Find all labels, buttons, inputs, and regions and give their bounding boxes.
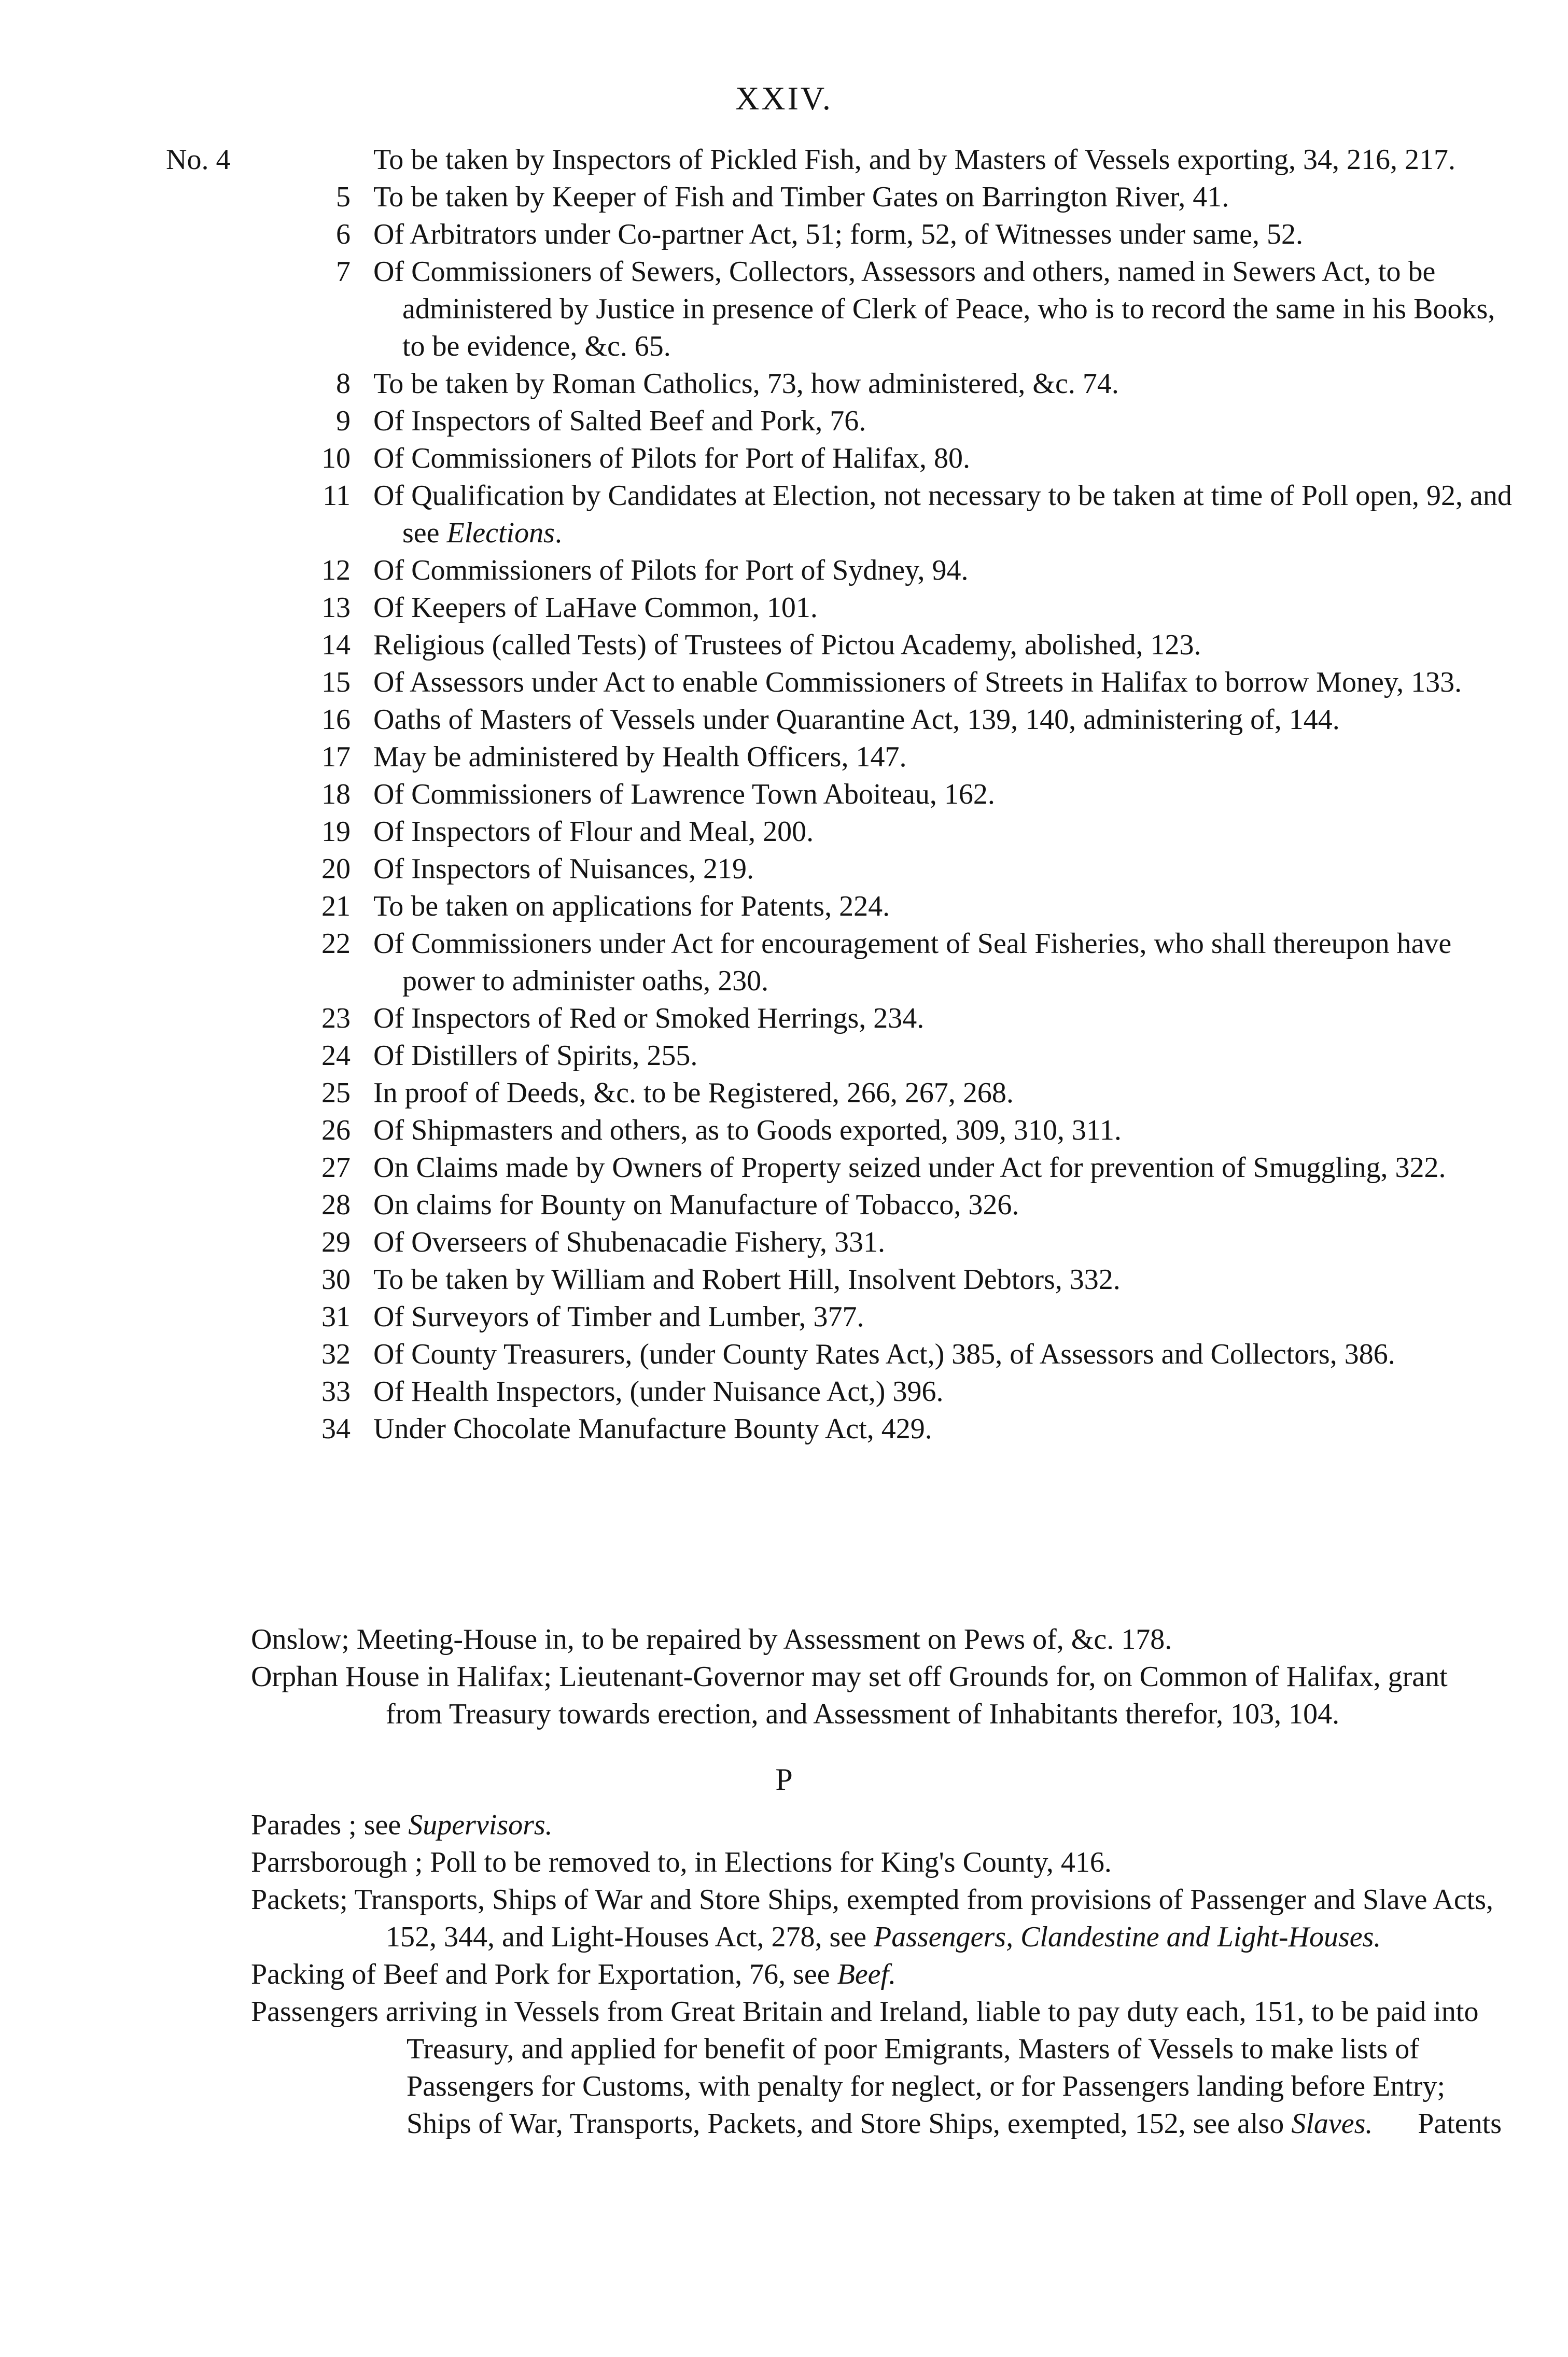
entry-number: 11	[323, 480, 351, 512]
list-item	[290, 402, 1514, 440]
entry-text: Of Qualification by Candidates at Election, not necessary to be taken at time of Poll open, 92, and see	[373, 480, 1512, 549]
entry-text: Parades ; see	[251, 1809, 401, 1841]
entry-number: 24	[321, 1040, 351, 1072]
list-item	[290, 1186, 1514, 1224]
list-item	[290, 925, 1514, 1000]
cross-reference: Elections	[446, 517, 555, 549]
entry-text: On claims for Bounty on Manufacture of Tobacco, 326.	[373, 1189, 1019, 1221]
entry-number: 32	[321, 1338, 351, 1370]
list-item	[290, 888, 1514, 925]
cross-reference: Passengers, Clandestine and Light-Houses.	[873, 1921, 1381, 1953]
entry-text: Oaths of Masters of Vessels under Quarantine Act, 139, 140, administering of, 144.	[373, 704, 1340, 736]
entry-number: 34	[321, 1413, 351, 1445]
entry-number: No. 4	[166, 144, 231, 176]
entry-text: Of Overseers of Shubenacadie Fishery, 331.	[373, 1226, 885, 1258]
entry-text: Of Health Inspectors, (under Nuisance Act,) 396.	[373, 1376, 944, 1408]
entry-number: 16	[321, 704, 351, 736]
cross-reference: Supervisors.	[408, 1809, 553, 1841]
index-entry-orphan-house: Orphan House in Halifax; Lieutenant-Governor may set off Grounds for, on Common of Halifax, grant from Treasury towards erection, and Assessment of Inhabitants therefor, 103, 104.	[251, 1661, 1448, 1730]
index-entry-packing	[251, 1956, 1502, 1993]
entry-number: 23	[321, 1002, 351, 1034]
index-entries-p	[251, 1806, 1502, 2142]
list-item	[290, 850, 1514, 888]
list-item	[290, 664, 1514, 701]
list-item	[290, 440, 1514, 477]
entry-text: Of Shipmasters and others, as to Goods exported, 309, 310, 311.	[373, 1114, 1122, 1146]
section-letter: P	[775, 1762, 793, 1797]
list-item	[166, 141, 1514, 178]
list-item	[290, 216, 1514, 253]
entry-text: In proof of Deeds, &c. to be Registered, 266, 267, 268.	[373, 1077, 1014, 1109]
entry-number: 13	[321, 592, 351, 624]
entry-text: On Claims made by Owners of Property seized under Act for prevention of Smuggling, 322.	[373, 1152, 1446, 1184]
list-item	[290, 1149, 1514, 1186]
list-item	[290, 1298, 1514, 1336]
entry-text: Of Commissioners of Lawrence Town Aboiteau, 162.	[373, 778, 995, 810]
list-item	[290, 1336, 1514, 1373]
list-item	[290, 589, 1514, 626]
entry-text: Of County Treasurers, (under County Rates Act,) 385, of Assessors and Collectors, 386.	[373, 1338, 1395, 1370]
entry-number: 28	[321, 1189, 351, 1221]
list-item	[290, 1112, 1514, 1149]
entry-text: To be taken on applications for Patents, 224.	[373, 890, 890, 922]
list-item	[290, 1000, 1514, 1037]
entry-text: Of Assessors under Act to enable Commissioners of Streets in Halifax to borrow Money, 133.	[373, 666, 1462, 698]
entry-tail: .	[554, 517, 562, 549]
entry-text: Of Surveyors of Timber and Lumber, 377.	[373, 1301, 864, 1333]
entry-text: To be taken by William and Robert Hill, Insolvent Debtors, 332.	[373, 1264, 1121, 1296]
list-item	[290, 552, 1514, 589]
entry-number: 7	[336, 256, 351, 288]
list-item	[290, 253, 1514, 365]
index-entry-parrsborough: Parrsborough ; Poll to be removed to, in Elections for King's County, 416.	[251, 1846, 1112, 1878]
entry-number: 12	[321, 554, 351, 586]
entry-number: 18	[321, 778, 351, 810]
list-item	[290, 738, 1514, 776]
entry-number: 9	[336, 405, 351, 437]
entry-text: Packets; Transports, Ships of War and Store Ships, exempted from provisions of Passenger and Slave Acts, 152, 344, and Light-Houses Act, 278, see	[251, 1884, 1494, 1953]
entry-number: 22	[321, 928, 351, 960]
entry-text: Of Inspectors of Red or Smoked Herrings, 234.	[373, 1002, 925, 1034]
list-item	[290, 178, 1514, 216]
entry-text: Religious (called Tests) of Trustees of Pictou Academy, abolished, 123.	[373, 629, 1201, 661]
entry-number: 33	[321, 1376, 351, 1408]
entry-number: 31	[321, 1301, 351, 1333]
entry-number: 19	[321, 816, 351, 848]
list-item	[290, 626, 1514, 664]
list-item	[290, 477, 1514, 552]
index-entry-packets	[251, 1881, 1502, 1956]
entry-text: Under Chocolate Manufacture Bounty Act, 429.	[373, 1413, 932, 1445]
entry-text: Of Commissioners of Sewers, Collectors, Assessors and others, named in Sewers Act, to be administered by Justice in presence of Clerk of Peace, who is to record the same in his Books, to be evidence, &c. 65.	[373, 256, 1495, 362]
cross-reference: Slaves.	[1291, 2108, 1373, 2140]
list-item	[290, 813, 1514, 850]
list-item	[290, 1224, 1514, 1261]
entry-text: Of Commissioners of Pilots for Port of Sydney, 94.	[373, 554, 969, 586]
index-entry-onslow: Onslow; Meeting-House in, to be repaired by Assessment on Pews of, &c. 178.	[251, 1623, 1172, 1655]
entry-text: To be taken by Inspectors of Pickled Fish, and by Masters of Vessels exporting, 34, 216, 217.	[373, 144, 1455, 176]
entry-number: 17	[321, 741, 351, 773]
index-entry-passengers	[251, 1993, 1502, 2142]
entry-text: Of Commissioners under Act for encouragement of Seal Fisheries, who shall thereupon have power to administer oaths, 230.	[373, 928, 1452, 997]
index-entry-parades	[251, 1806, 1502, 1844]
entry-text: Passengers arriving in Vessels from Great Britain and Ireland, liable to pay duty each, 151, to be paid into Treasury, and applied for benefit of poor Emigrants, Masters of Vessels to make lists of Passengers for Customs, with penalty for neglect, or for Passengers landing before Entry; Ships of War, Transports, Packets, and Store Ships, exempted, 152, see also	[251, 1996, 1479, 2140]
entry-text: Of Keepers of LaHave Common, 101.	[373, 592, 818, 624]
entry-number: 5	[336, 181, 351, 213]
entry-text: Of Inspectors of Salted Beef and Pork, 76.	[373, 405, 866, 437]
entry-number: 30	[321, 1264, 351, 1296]
entry-number: 8	[336, 368, 351, 400]
entry-text: Of Inspectors of Flour and Meal, 200.	[373, 816, 814, 848]
entry-number: 27	[321, 1152, 351, 1184]
page-number: XXIV.	[735, 80, 833, 117]
list-item	[290, 1410, 1514, 1448]
entry-number: 15	[321, 666, 351, 698]
entry-number: 6	[336, 218, 351, 250]
list-item	[290, 1074, 1514, 1112]
index-entries-o	[251, 1621, 1502, 1733]
entry-number: 20	[321, 853, 351, 885]
entry-text: Packing of Beef and Pork for Exportation, 76, see	[251, 1958, 830, 1990]
entry-number: 14	[321, 629, 351, 661]
entry-text: Of Arbitrators under Co-partner Act, 51; form, 52, of Witnesses under same, 52.	[373, 218, 1303, 250]
entry-text: Of Commissioners of Pilots for Port of Halifax, 80.	[373, 442, 971, 474]
entry-text: May be administered by Health Officers, 147.	[373, 741, 907, 773]
list-item	[290, 776, 1514, 813]
entry-number: 26	[321, 1114, 351, 1146]
entry-text: Of Distillers of Spirits, 255.	[373, 1040, 698, 1072]
entry-number: 21	[321, 890, 351, 922]
oath-subentries	[166, 141, 1514, 1448]
catchword: Patents	[1418, 2108, 1502, 2140]
entry-number: 10	[321, 442, 351, 474]
list-item	[290, 1373, 1514, 1410]
cross-reference: Beef.	[837, 1958, 897, 1990]
entry-number: 29	[321, 1226, 351, 1258]
list-item	[290, 365, 1514, 402]
list-item	[290, 1261, 1514, 1298]
entry-text: To be taken by Roman Catholics, 73, how administered, &c. 74.	[373, 368, 1119, 400]
list-item	[290, 1037, 1514, 1074]
list-item	[290, 701, 1514, 738]
entry-text: To be taken by Keeper of Fish and Timber Gates on Barrington River, 41.	[373, 181, 1229, 213]
entry-text: Of Inspectors of Nuisances, 219.	[373, 853, 754, 885]
entry-number: 25	[321, 1077, 351, 1109]
